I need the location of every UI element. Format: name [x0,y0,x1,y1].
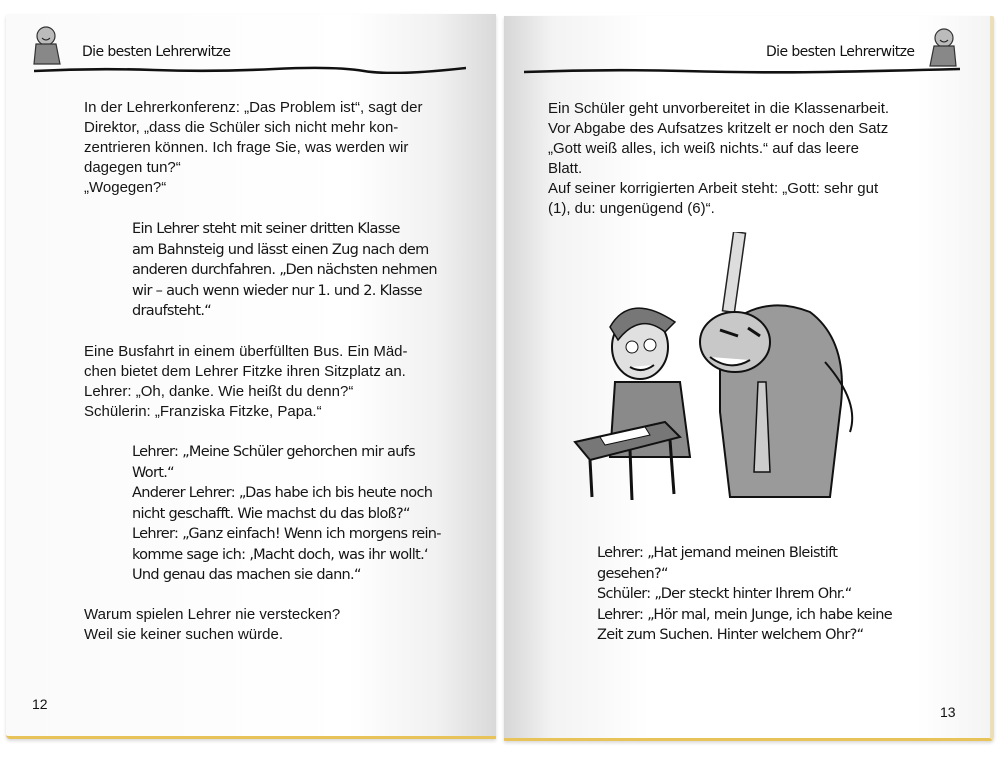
page-header-title: Die besten Lehrerwitze [766,44,915,60]
header-rule [34,64,466,74]
joke-paragraph: Warum spielen Lehrer nie verstecken? Weil sie keiner suchen würde. [84,606,341,643]
header-rule [524,66,960,76]
joke-paragraph: In der Lehrerkonferenz: „Das Problem ist“, sagt der Direktor, „dass die Schüler sich nicht mehr kon- zentrieren können. Ich frage Sie, was werden wir dagegen tun?“ „Wogegen?“ [84,99,423,196]
joke-handwritten: Lehrer: „Hat jemand meinen Bleistift gesehen?“ Schüler: „Der steckt hinter Ihrem Ohr.“ Lehrer: „Hör mal, mein Junge, ich habe keine Zeit zum Suchen. Hinter welchem Ohr?“ [597,545,892,643]
page-header-title: Die besten Lehrerwitze [82,44,231,60]
page-number: 13 [940,704,956,720]
teacher-student-illustration [570,232,880,504]
teacher-mascot-icon [926,26,960,70]
joke-paragraph: Ein Schüler geht unvorbereitet in die Klassenarbeit. Vor Abgabe des Aufsatzes kritzelt er noch den Satz „Gott weiß alles, ich weiß nichts.“ auf das leere Blatt. Auf seiner korrigierten Arbeit steht: „Gott: sehr gut (1), du: ungenügend (6)“. [548,100,890,217]
teacher-mascot-icon [30,24,64,68]
page-number: 12 [32,696,48,712]
joke-paragraph: Eine Busfahrt in einem überfüllten Bus. Ein Mäd- chen bietet dem Lehrer Fitzke ihren Sitzplatz an. Lehrer: „Oh, danke. Wie heißt du denn?“ Schülerin: „Franziska Fitzke, Papa.“ [84,343,408,420]
joke-handwritten: Ein Lehrer steht mit seiner dritten Klasse am Bahnsteig und lässt einen Zug nach dem anderen durchfahren. „Den nächsten nehmen wir – auch wenn wieder nur 1. und 2. Klasse draufsteht.“ [132,221,437,319]
joke-handwritten: Lehrer: „Meine Schüler gehorchen mir aufs Wort.“ Anderer Lehrer: „Das habe ich bis heute noch nicht geschafft. Wie machst du das bloß?“ Lehrer: „Ganz einfach! Wenn ich morgens rein- komme sage ich: ‚Macht doch, was ihr wollt.‘ Und genau das machen sie dann.“ [132,444,441,583]
